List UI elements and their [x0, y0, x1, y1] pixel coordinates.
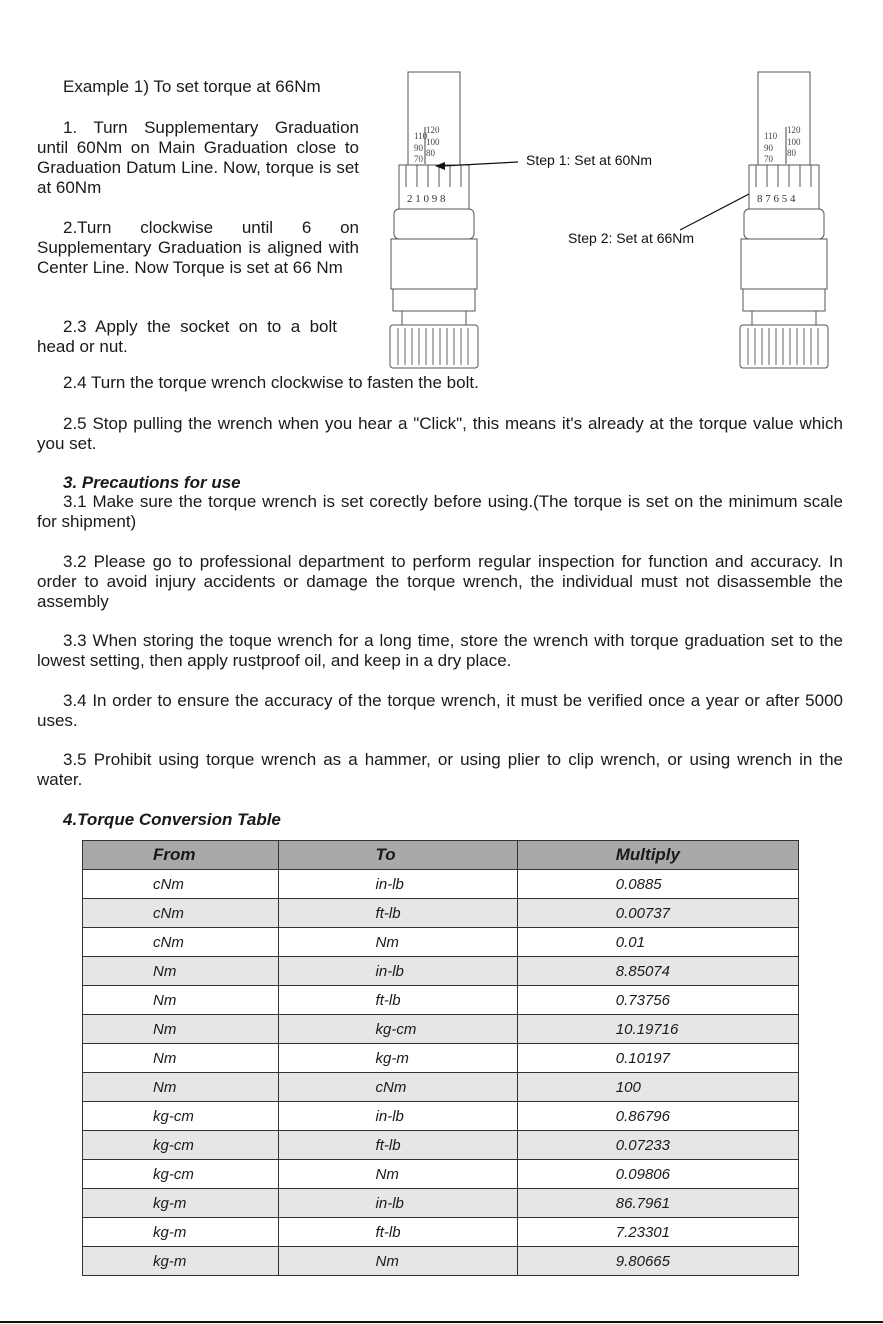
cell-from: Nm — [153, 1078, 177, 1096]
precautions-heading: 3. Precautions for use — [63, 473, 241, 492]
table-row — [83, 1015, 799, 1044]
cell-from: cNm — [153, 933, 184, 951]
cell-to: kg-m — [375, 1049, 409, 1067]
table-row — [83, 957, 799, 986]
torque-conversion-table — [82, 840, 799, 1276]
header-to: To — [278, 841, 517, 870]
header-multiply: Multiply — [517, 841, 798, 870]
table-header-row — [83, 841, 799, 870]
cell-to: in-lb — [375, 875, 404, 893]
table-row — [83, 1102, 799, 1131]
cell-to: Nm — [375, 1252, 399, 1270]
wrench-figure-step1 — [388, 72, 488, 368]
cell-to: ft-lb — [375, 991, 401, 1009]
tick-120-right: 120 — [787, 125, 801, 135]
cell-multiply: 10.19716 — [615, 1020, 679, 1038]
tick-100-right: 100 — [787, 137, 801, 147]
tick-70-right: 70 — [764, 154, 773, 164]
cell-to: kg-cm — [375, 1020, 417, 1038]
cell-multiply: 0.73756 — [615, 991, 670, 1009]
example-heading: Example 1) To set torque at 66Nm — [63, 77, 321, 96]
cell-from: kg-cm — [153, 1136, 194, 1154]
cell-from: kg-m — [153, 1194, 187, 1212]
wrench-figure-step2 — [738, 72, 838, 368]
cell-from: Nm — [153, 962, 177, 980]
cell-from: cNm — [153, 875, 184, 893]
caption-step1: Step 1: Set at 60Nm — [526, 152, 653, 168]
tick-90-left: 90 — [414, 143, 423, 153]
table-heading: 4.Torque Conversion Table — [63, 810, 281, 829]
table-row — [83, 870, 799, 899]
cell-to: Nm — [375, 1165, 399, 1183]
cell-multiply: 0.07233 — [615, 1136, 670, 1154]
tick-110-right: 110 — [764, 131, 778, 141]
precaution-3-4: 3.4 In order to ensure the accuracy of the torque wrench, it must be verified once a year or after 5000 uses. — [37, 691, 843, 730]
dial-digits-left: 2 1 0 9 8 — [407, 193, 446, 205]
tick-70-left: 70 — [414, 154, 423, 164]
cell-from: kg-cm — [153, 1107, 194, 1125]
precaution-3-3: 3.3 When storing the toque wrench for a long time, store the wrench with torque graduation set to the lowest setting, then apply rustproof oil, and keep in a dry place. — [37, 631, 843, 670]
cell-multiply: 0.01 — [615, 933, 645, 951]
tick-110-left: 110 — [414, 131, 428, 141]
table-row — [83, 986, 799, 1015]
precaution-3-2: 3.2 Please go to professional department to perform regular inspection for function and accuracy. In order to avoid injury accidents or damage the torque wrench, the individual must not disassemble the assembly — [37, 552, 843, 611]
cell-to: ft-lb — [375, 1223, 401, 1241]
table-row — [83, 1131, 799, 1160]
step2-text: 2.Turn clockwise until 6 on Supplementary Graduation is aligned with Center Line. Now Torque is set at 66 Nm — [37, 218, 359, 277]
tick-80-right: 80 — [787, 148, 796, 158]
dial-digits-right: 8 7 6 5 4 — [757, 193, 796, 205]
table-row — [83, 1073, 799, 1102]
tick-100-left: 100 — [426, 137, 440, 147]
cell-to: in-lb — [375, 1194, 404, 1212]
cell-to: in-lb — [375, 1107, 404, 1125]
tick-90-right: 90 — [764, 143, 773, 153]
cell-multiply: 0.10197 — [615, 1049, 670, 1067]
cell-from: kg-m — [153, 1223, 187, 1241]
caption-step2: Step 2: Set at 66Nm — [568, 230, 695, 246]
header-from: From — [83, 841, 279, 870]
cell-to: ft-lb — [375, 1136, 401, 1154]
cell-multiply: 8.85074 — [615, 962, 670, 980]
cell-from: cNm — [153, 904, 184, 922]
cell-to: cNm — [375, 1078, 407, 1096]
arrow-step1-icon — [430, 150, 520, 170]
cell-multiply: 86.7961 — [615, 1194, 670, 1212]
precaution-3-5: 3.5 Prohibit using torque wrench as a hammer, or using plier to clip wrench, or using wrench in the water. — [37, 750, 843, 789]
cell-multiply: 100 — [615, 1078, 641, 1096]
step1-text: 1. Turn Supplementary Graduation until 60Nm on Main Graduation close to Graduation Datum Line. Now, torque is set at 60Nm — [37, 118, 359, 197]
table-row — [83, 899, 799, 928]
tick-80-left: 80 — [426, 148, 435, 158]
step24-text: 2.4 Turn the torque wrench clockwise to fasten the bolt. — [63, 373, 479, 392]
cell-from: Nm — [153, 991, 177, 1009]
tick-120-left: 120 — [426, 125, 440, 135]
step25-text: 2.5 Stop pulling the wrench when you hear a "Click", this means it's already at the torque value which you set. — [37, 414, 843, 453]
cell-multiply: 7.23301 — [615, 1223, 670, 1241]
table-row — [83, 1247, 799, 1276]
step23-text: 2.3 Apply the socket on to a bolt head or nut. — [37, 317, 337, 356]
cell-from: Nm — [153, 1020, 177, 1038]
cell-to: Nm — [375, 933, 399, 951]
cell-from: kg-m — [153, 1252, 187, 1270]
cell-multiply: 9.80665 — [615, 1252, 670, 1270]
cell-multiply: 0.86796 — [615, 1107, 670, 1125]
cell-from: Nm — [153, 1049, 177, 1067]
table-row — [83, 928, 799, 957]
table-row — [83, 1160, 799, 1189]
precaution-3-1: 3.1 Make sure the torque wrench is set corectly before using.(The torque is set on the minimum scale for shipment) — [37, 492, 843, 531]
table-row — [83, 1189, 799, 1218]
cell-multiply: 0.09806 — [615, 1165, 670, 1183]
page-bottom-rule — [0, 1321, 883, 1323]
cell-to: ft-lb — [375, 904, 401, 922]
cell-to: in-lb — [375, 962, 404, 980]
table-row — [83, 1044, 799, 1073]
table-row — [83, 1218, 799, 1247]
cell-from: kg-cm — [153, 1165, 194, 1183]
cell-multiply: 0.0885 — [615, 875, 662, 893]
cell-multiply: 0.00737 — [615, 904, 670, 922]
